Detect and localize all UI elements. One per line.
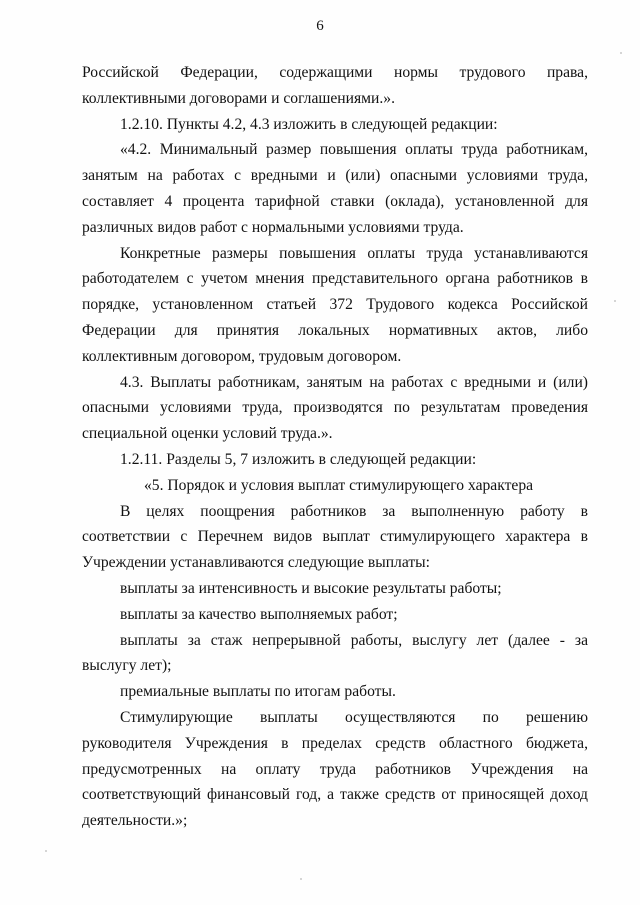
paragraph-clause-4-3: 4.3. Выплаты работникам, занятым на работах с вредными и (или) опасными условиями труда, производятся по результатам проведения специальной оценки условий труда.». bbox=[82, 373, 588, 443]
paragraph-continuation: Российской Федерации, содержащими нормы трудового права, коллективными договорами и соглашениями.». bbox=[82, 64, 588, 107]
paragraph-specific-sizes: Конкретные размеры повышения оплаты труда устанавливаются работодателем с учетом мнения представительного органа работников в порядке, установленном статьей 372 Трудового кодекса Российской Федерации для принятия локальных нормативных актов, либо коллективным договором, трудовым договором. bbox=[82, 244, 588, 365]
list-item: премиальные выплаты по итогам работы. bbox=[120, 683, 396, 701]
list-item: выплаты за стаж непрерывной работы, выслугу лет (далее - за выслугу лет); bbox=[82, 631, 588, 675]
paragraph-clause-1-2-11: 1.2.11. Разделы 5, 7 изложить в следующей редакции: bbox=[120, 450, 477, 468]
list-item: выплаты за качество выполняемых работ; bbox=[120, 605, 398, 623]
document-body bbox=[82, 60, 588, 834]
list-item: выплаты за интенсивность и высокие результаты работы; bbox=[120, 579, 502, 597]
page-number: 6 bbox=[316, 18, 324, 34]
scan-speck bbox=[45, 850, 47, 852]
scan-speck bbox=[300, 878, 302, 880]
section-heading-5: «5. Порядок и условия выплат стимулирующего характера bbox=[144, 476, 534, 494]
paragraph-incentive-decision: Стимулирующие выплаты осуществляются по решению руководителя Учреждения в пределах средств областного бюджета, предусмотренных на оплату труда работников Учреждения на соответствующий финансовый год, а также средств от приносящей доход деятельности.»; bbox=[82, 708, 588, 830]
paragraph-clause-4-2: «4.2. Минимальный размер повышения оплаты труда работникам, занятым на работах с вредными и (или) опасными условиями труда, составляет 4 процента тарифной ставки (оклада), установленной для различных видов работ с нормальными условиями труда. bbox=[82, 141, 588, 236]
paragraph-clause-1-2-10: 1.2.10. Пункты 4.2, 4.3 изложить в следующей редакции: bbox=[120, 115, 498, 133]
scan-speck bbox=[614, 300, 616, 302]
paragraph-incentive-intro: В целях поощрения работников за выполненную работу в соответствии с Перечнем видов выплат стимулирующего характера в Учреждении устанавливаются следующие выплаты: bbox=[82, 502, 588, 572]
scan-speck bbox=[620, 52, 622, 54]
